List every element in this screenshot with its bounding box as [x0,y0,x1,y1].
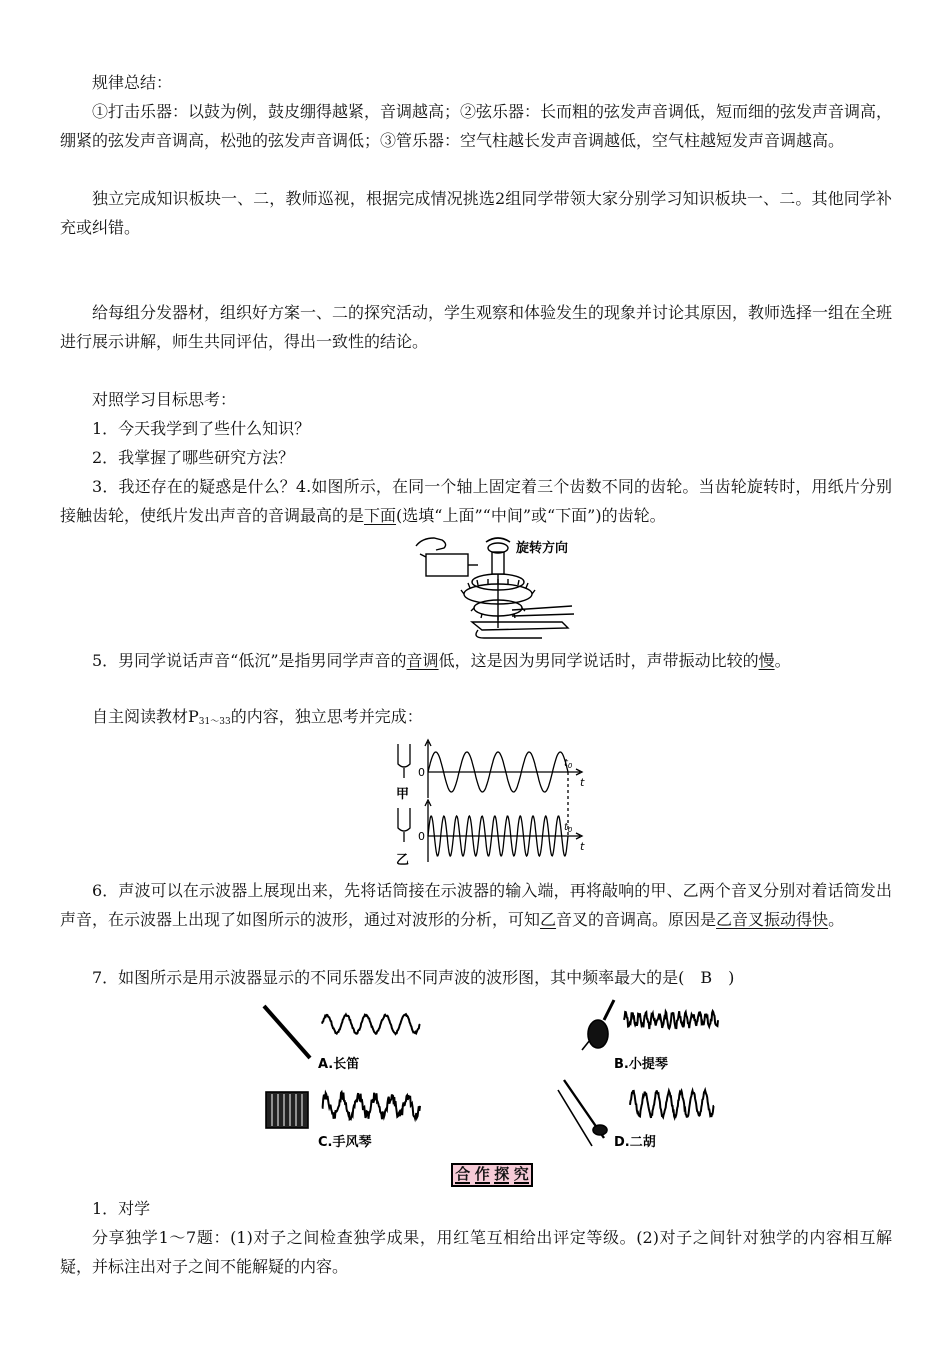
gear-direction-label: 旋转方向 [516,541,569,556]
q5: 5．男同学说话声音“低沉”是指男同学声音的音调低，这是因为男同学说话时，声带振动比较的慢。 [92,651,791,670]
lower-origin: 0 [418,830,425,843]
group-activity: 给每组分发器材，组织好方案一、二的探究活动，学生观察和体验发生的现象并讨论其原因，教师选择一组在全班进行展示讲解，师生共同评估，得出一致性的结论。 [60,303,893,351]
reflection-q1: 1．今天我学到了些什么知识？ [92,419,311,438]
summary-body: ①打击乐器：以鼓为例，鼓皮绷得越紧，音调越高；②弦乐器：长而粗的弦发声音调低，短而细的弦发声音调高，绷紧的弦发声音调高，松弛的弦发声音调低；③管乐器：空气柱越长发声音调越低，空气柱越短发声音调越高。 [60,102,893,150]
cooperation-body: 分享独学1～7题：(1)对子之间检查独学成果，用红笔互相给出评定等级。(2)对子之间针对独学的内容相互解疑，并标注出对子之间不能解疑的内容。 [60,1228,892,1276]
section-tag: 合 作 探 究 [451,1163,533,1187]
q5-answer-2: 慢 [758,651,775,670]
accordion-icon [266,1092,308,1128]
upper-t-label: t [580,776,585,789]
t0-label-lower: $t_0$ [564,822,573,834]
q6: 6．声波可以在示波器上展现出来，先将话筒接在示波器的输入端，再将敲响的甲、乙两个音叉分别对着话筒发出声音，在示波器上出现了如图所示的波形，通过对波形的分析，可知乙音叉的音调高。原因是乙音叉振动得快。 [60,881,892,929]
q6-answer-2: 乙音叉振动得快 [716,910,829,929]
q5-answer-1: 音调 [406,651,439,670]
wave-violin [624,1011,718,1029]
wave-flute [322,1014,420,1034]
label-erhu: D.二胡 [614,1135,656,1150]
t0-label: $t_0$ [564,758,573,770]
lower-fork-label: 乙 [396,853,410,868]
wave-accordion [322,1092,420,1119]
wave-figure [392,738,592,868]
wave-erhu [630,1090,714,1118]
cooperation-title: 1．对学 [92,1199,151,1218]
instruments-figure [258,996,728,1156]
summary-title: 规律总结： [92,73,173,92]
label-accordion: C.手风琴 [318,1135,372,1150]
q6-answer-1: 乙 [540,910,557,929]
reflection-q3: 3．我还存在的疑惑是什么？4.如图所示，在同一个轴上固定着三个齿数不同的齿轮。当齿轮旋转时，用纸片分别接触齿轮，使纸片发出声音的音调最高的是下面(选填“上面”“中间”或“下面”)的齿轮。 [60,477,892,525]
summary-task: 独立完成知识板块一、二，教师巡视，根据完成情况挑选2组同学带领大家分别学习知识板块一、二。其他同学补充或纠错。 [60,189,892,237]
reflection-title: 对照学习目标思考： [92,390,237,409]
q7: 7．如图所示是用示波器显示的不同乐器发出不同声波的波形图，其中频率最大的是( B ) [92,968,735,987]
upper-fork-label: 甲 [396,787,410,802]
gear-figure [412,532,582,640]
violin-icon [582,1000,614,1050]
label-violin: B.小提琴 [614,1057,668,1072]
reading-instruction: 自主阅读教材$P_{31\sim 33}$的内容，独立思考并完成： [92,707,423,727]
upper-origin: 0 [418,766,425,779]
flute-icon [264,1006,310,1058]
lower-t-label: t [580,840,585,853]
label-flute: A.长笛 [318,1057,360,1072]
reflection-q2: 2．我掌握了哪些研究方法？ [92,448,295,467]
erhu-icon [558,1080,607,1146]
q4-answer: 下面 [364,506,397,525]
